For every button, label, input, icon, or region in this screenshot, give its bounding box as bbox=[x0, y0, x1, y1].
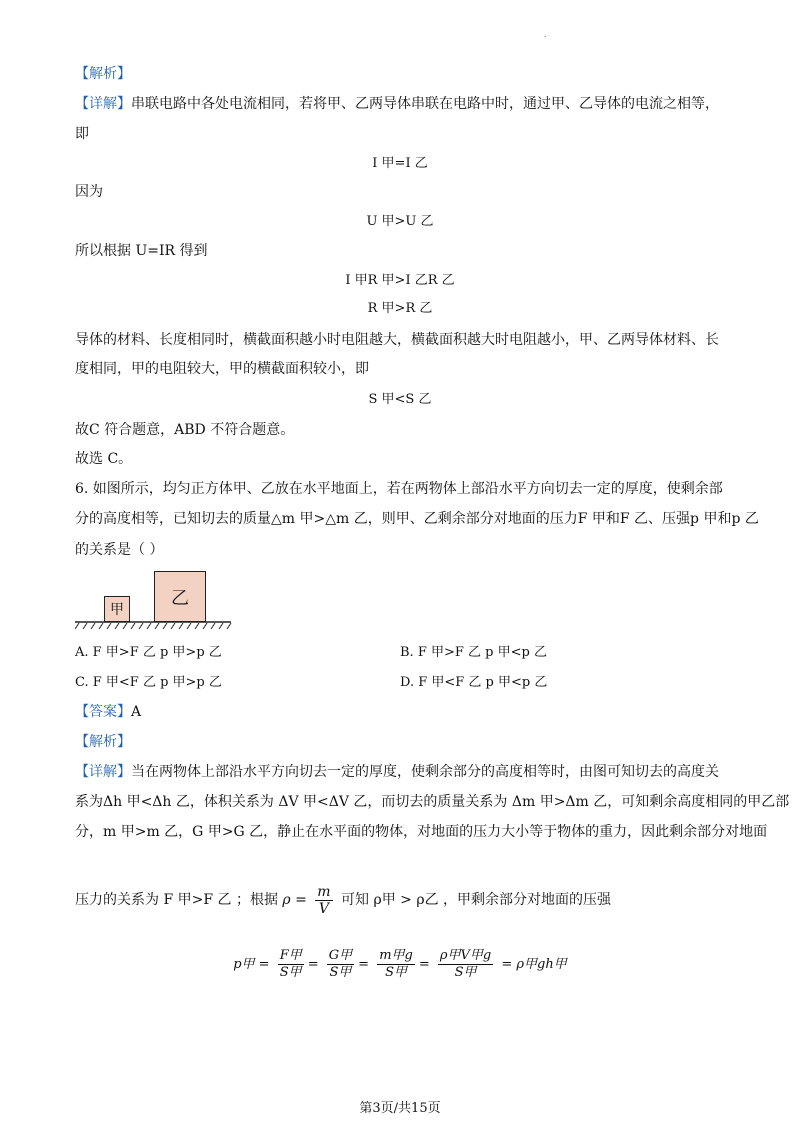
formula-current: I 甲=I 乙 bbox=[372, 156, 428, 171]
option-a: A. F 甲>F 乙 p 甲>p 乙 bbox=[75, 645, 222, 660]
pf-d3: S甲 bbox=[385, 965, 407, 980]
text-yinwei: 因为 bbox=[75, 184, 103, 200]
pf-frac-3 bbox=[377, 948, 415, 981]
para-2-line-2: 系为Δh 甲<Δh 乙，体积关系为 ΔV 甲<ΔV 乙，而切去的质量关系为 Δm 甲>Δm 乙，可知剩余高度相同的甲乙部 bbox=[75, 794, 790, 810]
para-2-line-4 bbox=[75, 880, 611, 920]
para-2-line-4-b: 可知 ρ甲 > ρ乙 ，甲剩余部分对地面的压强 bbox=[341, 892, 612, 908]
detail-tag-1: 【详解】 bbox=[75, 96, 131, 112]
pf-n3: m甲g bbox=[379, 948, 413, 963]
cube-yi: 乙 bbox=[154, 571, 206, 622]
rho-den: V bbox=[318, 900, 329, 917]
rho-formula bbox=[282, 880, 336, 920]
pf-frac-1 bbox=[278, 948, 304, 981]
page-footer: 第3页/共15页 bbox=[359, 1101, 441, 1116]
pf-frac-4 bbox=[438, 948, 493, 981]
pf-frac-2 bbox=[327, 948, 354, 981]
conclusion-1: 故C 符合题意，ABD 不符合题意。 bbox=[75, 422, 295, 438]
formula-area: S 甲<S 乙 bbox=[368, 392, 432, 407]
pf-n4: ρ甲V甲g bbox=[439, 948, 492, 963]
header-dot: . bbox=[544, 30, 547, 39]
pf-d1: S甲 bbox=[279, 965, 302, 980]
analysis-heading-1: 【解析】 bbox=[75, 66, 131, 82]
question-6-line-2: 分的高度相等，已知切去的质量△m 甲>△m 乙，则甲、乙剩余部分对地面的压力F 甲和F 乙、压强p 甲和p 乙 bbox=[75, 511, 759, 527]
option-b: B. F 甲>F 乙 p 甲<p 乙 bbox=[400, 645, 547, 660]
formula-resistance: R 甲>R 乙 bbox=[367, 301, 433, 316]
para-2-line-3: 分，m 甲>m 乙，G 甲>G 乙，静止在水平面的物体，对地面的压力大小等于物体的重力，因此剩余部分对地面 bbox=[75, 824, 768, 840]
rho-lhs: ρ = bbox=[282, 892, 307, 908]
pf-d2: S甲 bbox=[329, 965, 352, 980]
formula-voltage: U 甲>U 乙 bbox=[366, 214, 434, 229]
para-1-line-2: 度相同，甲的电阻较大，甲的横截面积较小，即 bbox=[75, 361, 369, 377]
text-suoyi: 所以根据 U=IR 得到 bbox=[75, 243, 208, 259]
option-c: C. F 甲<F 乙 p 甲>p 乙 bbox=[75, 675, 222, 690]
pf-lhs: p甲 = bbox=[233, 957, 270, 972]
para-1-line-1: 导体的材料、长度相同时，横截面积越小时电阻越大，横截面积越大时电阻越小，甲、乙两导体材料、长 bbox=[75, 332, 719, 348]
rho-num: m bbox=[317, 883, 331, 900]
rho-fraction bbox=[315, 884, 332, 917]
ground-hatch bbox=[75, 568, 235, 638]
detail-text-1: 串联电路中各处电流相同，若将甲、乙两导体串联在电路中时，通过甲、乙导体的电流之相等， bbox=[131, 96, 719, 112]
pf-n2: G甲 bbox=[328, 948, 353, 963]
option-d: D. F 甲<F 乙 p 甲<p 乙 bbox=[400, 675, 548, 690]
pf-d4: S甲 bbox=[454, 965, 477, 980]
detail-text-2: 当在两物体上部沿水平方向切去一定的厚度，使剩余部分的高度相等时，由图可知切去的高度关 bbox=[131, 764, 719, 780]
answer-value: A bbox=[131, 704, 142, 720]
detail-paragraph-2 bbox=[75, 762, 719, 782]
answer-line bbox=[75, 702, 141, 722]
formula-ir: I 甲R 甲>I 乙R 乙 bbox=[345, 273, 455, 288]
question-6-line-1: 6. 如图所示，均匀正方体甲、乙放在水平地面上，若在两物体上部沿水平方向切去一定的厚度，使剩余部 bbox=[75, 481, 723, 497]
conclusion-2: 故选 C。 bbox=[75, 451, 133, 467]
cube-jia: 甲 bbox=[104, 596, 130, 622]
text-ji: 即 bbox=[75, 126, 89, 142]
para-2-line-4-a: 压力的关系为 F 甲>F 乙 ；根据 bbox=[75, 892, 278, 908]
pf-tail: = ρ甲gh甲 bbox=[501, 957, 567, 972]
detail-paragraph-1 bbox=[75, 94, 719, 114]
pf-n1: F甲 bbox=[279, 948, 302, 963]
question-6-line-3: 的关系是（ ） bbox=[75, 542, 164, 558]
pressure-formula: p甲 = $\frac{\text{F甲}}{\text{S甲}}$ = $\frac{\text{G甲}}{\text{S甲}}$ = $\frac{\text{m甲g}}{\text{S甲}}$ = $\frac{\text{ρ甲V甲g}}{\text{S甲}}$ = ρ甲gh甲 bbox=[233, 948, 567, 980]
detail-tag-2: 【详解】 bbox=[75, 764, 131, 780]
answer-tag: 【答案】 bbox=[75, 704, 131, 720]
analysis-heading-2: 【解析】 bbox=[75, 734, 131, 750]
